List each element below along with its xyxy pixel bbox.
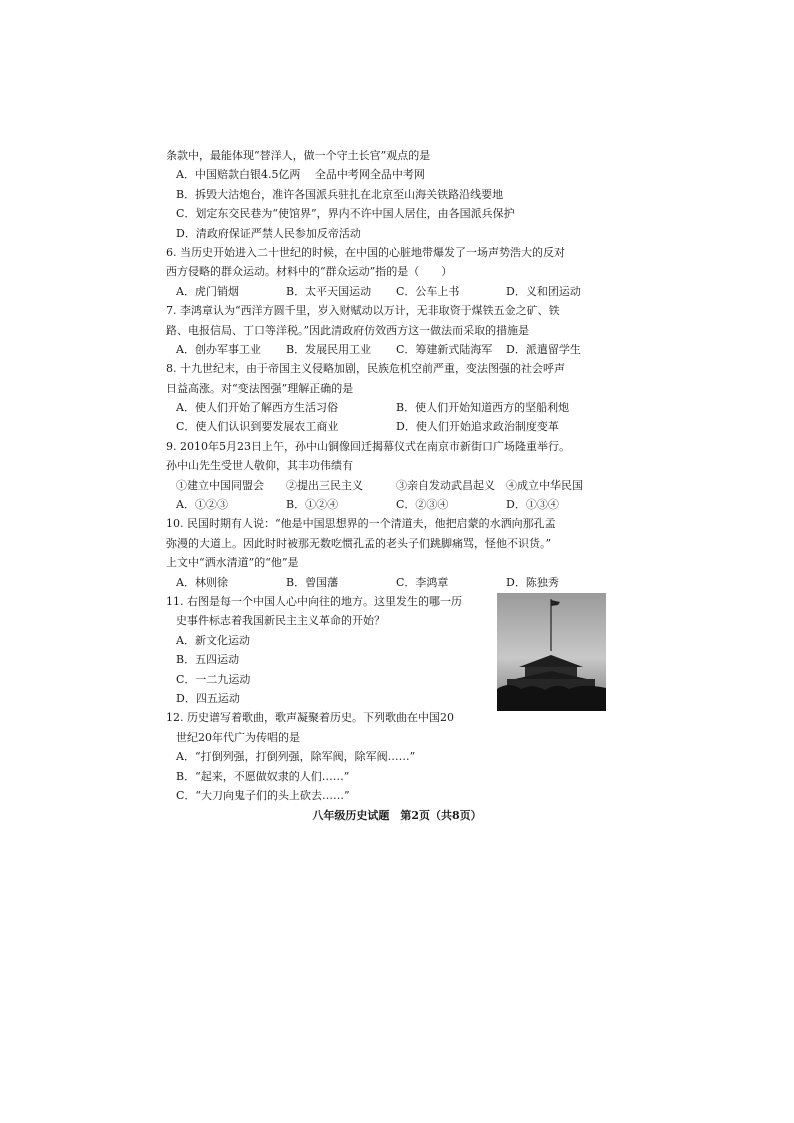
q8-option-d: D．使人们开始追求政治制度变革 <box>396 420 559 434</box>
q10-stem-line2: 弥漫的大道上。因此时时被那无数吃惯孔孟的老头子们跳脚痛骂，怪他不识货。” <box>166 536 552 550</box>
q5-option-b: B．拆毁大沽炮台，准许各国派兵驻扎在北京至山海关铁路沿线要地 <box>176 187 504 201</box>
q7-option-b: B．发展民用工业 <box>286 342 372 356</box>
q6-stem-line1: 6. 当历史开始进入二十世纪的时候，在中国的心脏地带爆发了一场声势浩大的反对 <box>166 245 565 259</box>
q12-stem-line2: 世纪20年代广为传唱的是 <box>176 730 300 744</box>
q10-option-c: C．李鸿章 <box>396 575 449 589</box>
q10-option-a: A．林则徐 <box>176 575 228 589</box>
q9-option-c: C．②③④ <box>396 498 449 512</box>
q12-option-b: B．“起来，不愿做奴隶的人们……” <box>176 769 350 783</box>
q5-option-c: C．划定东交民巷为“使馆界”，界内不许中国人居住，由各国派兵保护 <box>176 207 515 221</box>
q6-option-c: C．公车上书 <box>396 284 460 298</box>
q5-option-a: A．中国赔款白银4.5亿两 全品中考网全品中考网 <box>176 168 425 182</box>
q8-option-b: B．使人们开始知道西方的坚船利炮 <box>396 401 570 415</box>
q9-stem-line2: 孙中山先生受世人敬仰，其丰功伟绩有 <box>166 459 353 473</box>
q7-option-d: D．派遣留学生 <box>506 342 581 356</box>
q8-option-a: A．使人们开始了解西方生活习俗 <box>176 401 338 415</box>
q7-option-a: A．创办军事工业 <box>176 342 261 356</box>
q11-option-d: D．四五运动 <box>176 691 240 705</box>
q7-option-c: C．筹建新式陆海军 <box>396 342 493 356</box>
q9-item-1: ①建立中国同盟会 <box>176 478 264 492</box>
q6-option-a: A．虎门销烟 <box>176 284 239 298</box>
q5-option-d: D．清政府保证严禁人民参加反帝活动 <box>176 226 361 240</box>
q9-option-d: D．①③④ <box>506 498 559 512</box>
q8-options-row2 <box>166 417 616 436</box>
q7-stem-line2: 路、电报信局、丁口等洋税。”因此清政府仿效西方这一做法而采取的措施是 <box>166 323 530 337</box>
tiananmen-photo <box>497 593 606 711</box>
q12-option-c: C．“大刀向鬼子们的头上砍去……” <box>176 788 350 802</box>
q9-item-4: ④成立中华民国 <box>506 478 583 492</box>
q12-stem-line1: 12. 历史谱写着歌曲，歌声凝聚着历史。下列歌曲在中国20 <box>166 711 454 725</box>
q10-option-d: D．陈独秀 <box>506 575 559 589</box>
page-footer: 八年级历史试题 第2页（共8页） <box>312 809 482 822</box>
q9-items <box>166 476 616 495</box>
q8-option-c: C．使人们认识到要发展农工商业 <box>176 420 339 434</box>
q9-item-2: ②提出三民主义 <box>286 478 363 492</box>
q5-stem: 条款中，最能体现“替洋人，做一个守土长官”观点的是 <box>166 149 431 162</box>
q8-stem-line1: 8. 十九世纪末，由于帝国主义侵略加剧，民族危机空前严重，变法图强的社会呼声 <box>166 362 565 376</box>
q9-item-3: ③亲自发动武昌起义 <box>396 478 495 492</box>
q10-stem-line1: 10. 民国时期有人说：“他是中国思想界的一个清道夫，他把启蒙的水洒向那孔孟 <box>166 517 556 531</box>
q11-option-a: A．新文化运动 <box>176 633 250 647</box>
q8-options-row1 <box>166 398 616 417</box>
q11-stem-line2: 史事件标志着我国新民主主义革命的开始？ <box>176 614 385 628</box>
q7-stem-line1: 7. 李鸿章认为“西洋方圆千里，岁入财赋动以万计，无非取资于煤铁五金之矿、铁 <box>166 304 560 318</box>
q10-stem-line3: 上文中“洒水清道”的“他”是 <box>166 556 299 570</box>
q8-stem-line2: 日益高涨。对“变法图强”理解正确的是 <box>166 381 354 395</box>
q9-options <box>166 495 616 514</box>
q12-option-a: A．“打倒列强，打倒列强，除军阀，除军阀……” <box>176 750 416 764</box>
q7-options <box>166 340 616 359</box>
q10-option-b: B．曾国藩 <box>286 575 339 589</box>
q9-option-b: B．①②④ <box>286 498 339 512</box>
q9-stem-line1: 9. 2010年5月23日上午，孙中山铜像回迁揭幕仪式在南京市新街口广场隆重举行。 <box>166 439 570 453</box>
q6-option-b: B．太平天国运动 <box>286 284 372 298</box>
q6-stem-line2: 西方侵略的群众运动。材料中的“群众运动”指的是（ ） <box>166 265 453 279</box>
q11-option-c: C．一二九运动 <box>176 672 251 686</box>
q6-option-d: D．义和团运动 <box>506 284 581 298</box>
q9-option-a: A．①②③ <box>176 498 228 512</box>
q11-option-b: B．五四运动 <box>176 653 240 667</box>
q6-options <box>166 282 616 301</box>
q10-options <box>166 573 616 592</box>
q11-stem-line1: 11. 右图是每一个中国人心中向往的地方。这里发生的哪一历 <box>166 594 462 608</box>
